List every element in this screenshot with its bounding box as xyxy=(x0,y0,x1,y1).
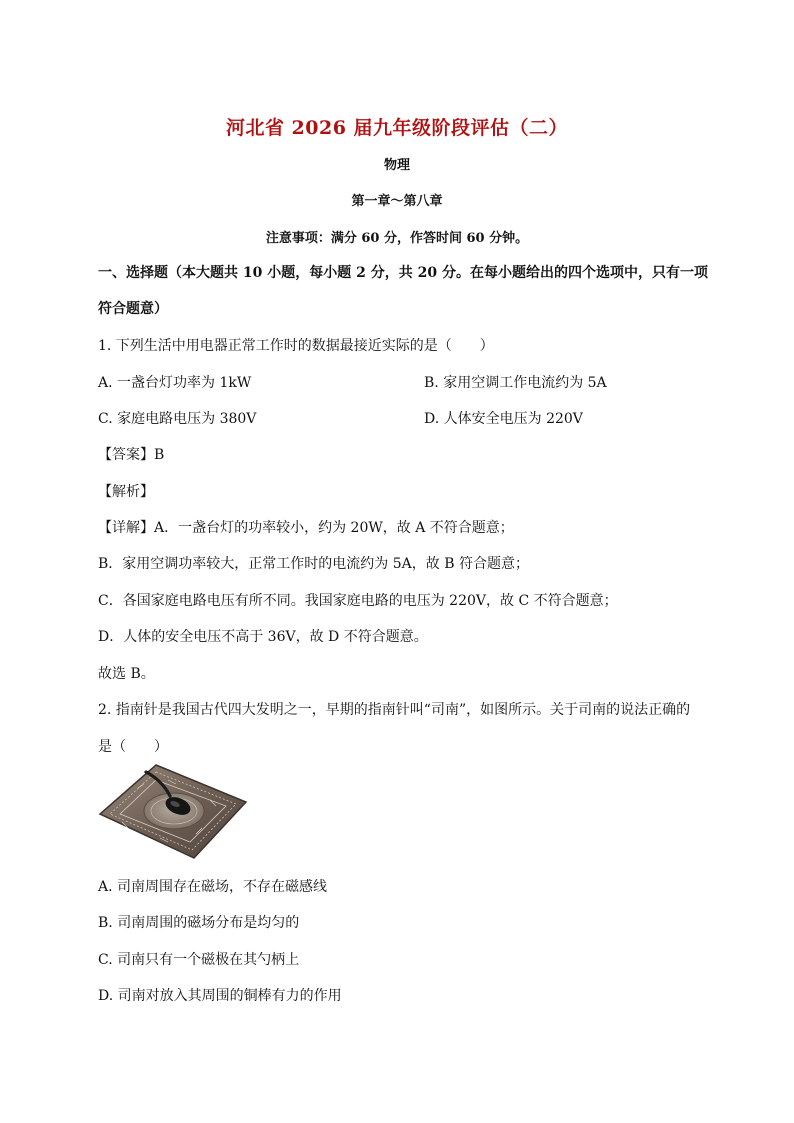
question-1-stem: 1. 下列生活中用电器正常工作时的数据最接近实际的是（ ） xyxy=(98,338,494,354)
question-1-analysis-line: 【详解】A．一盏台灯的功率较小，约为 20W，故 A 不符合题意； xyxy=(98,520,514,536)
question-1-option-d: D. 人体安全电压为 220V xyxy=(424,411,583,427)
section-heading-line2: 符合题意） xyxy=(98,301,168,317)
question-2-option-d: D. 司南对放入其周围的铜棒有力的作用 xyxy=(98,988,342,1004)
subject-label: 物理 xyxy=(383,158,410,173)
question-2-option-c: C. 司南只有一个磁极在其勺柄上 xyxy=(98,952,300,968)
question-2-option-a: A. 司南周围存在磁场，不存在磁感线 xyxy=(98,879,328,895)
section-heading-line1: 一、选择题（本大题共 10 小题，每小题 2 分，共 20 分。在每小题给出的四个选项中，只有一项 xyxy=(98,265,708,281)
sinan-compass-spoon-icon xyxy=(98,762,248,860)
question-1-analysis-line: D．人体的安全电压不高于 36V，故 D 不符合题意。 xyxy=(98,629,428,645)
question-1-analysis-line: C．各国家庭电路电压有所不同。我国家庭电路的电压为 220V，故 C 不符合题意； xyxy=(98,593,618,609)
chapter-range: 第一章～第八章 xyxy=(351,194,443,209)
question-1-analysis-label: 【解析】 xyxy=(98,484,154,500)
question-1-conclusion: 故选 B。 xyxy=(98,666,155,682)
question-1-answer: 【答案】B xyxy=(98,447,165,463)
exam-notice: 注意事项：满分 60 分，作答时间 60 分钟。 xyxy=(265,231,529,246)
exam-title: 河北省 2026 届九年级阶段评估（二） xyxy=(225,117,569,139)
question-2-stem-line1: 2. 指南针是我国古代四大发明之一，早期的指南针叫“司南”，如图所示。关于司南的说法正确的 xyxy=(98,702,691,718)
question-1-analysis-line: B．家用空调功率较大，正常工作时的电流约为 5A，故 B 符合题意； xyxy=(98,556,529,572)
question-1-option-c: C. 家庭电路电压为 380V xyxy=(98,411,257,427)
question-2-option-b: B. 司南周围的磁场分布是均匀的 xyxy=(98,915,300,931)
question-2-stem-line2: 是（ ） xyxy=(98,739,168,755)
question-1-option-a: A. 一盏台灯功率为 1kW xyxy=(98,375,252,391)
question-1-option-b: B. 家用空调工作电流约为 5A xyxy=(424,375,607,391)
